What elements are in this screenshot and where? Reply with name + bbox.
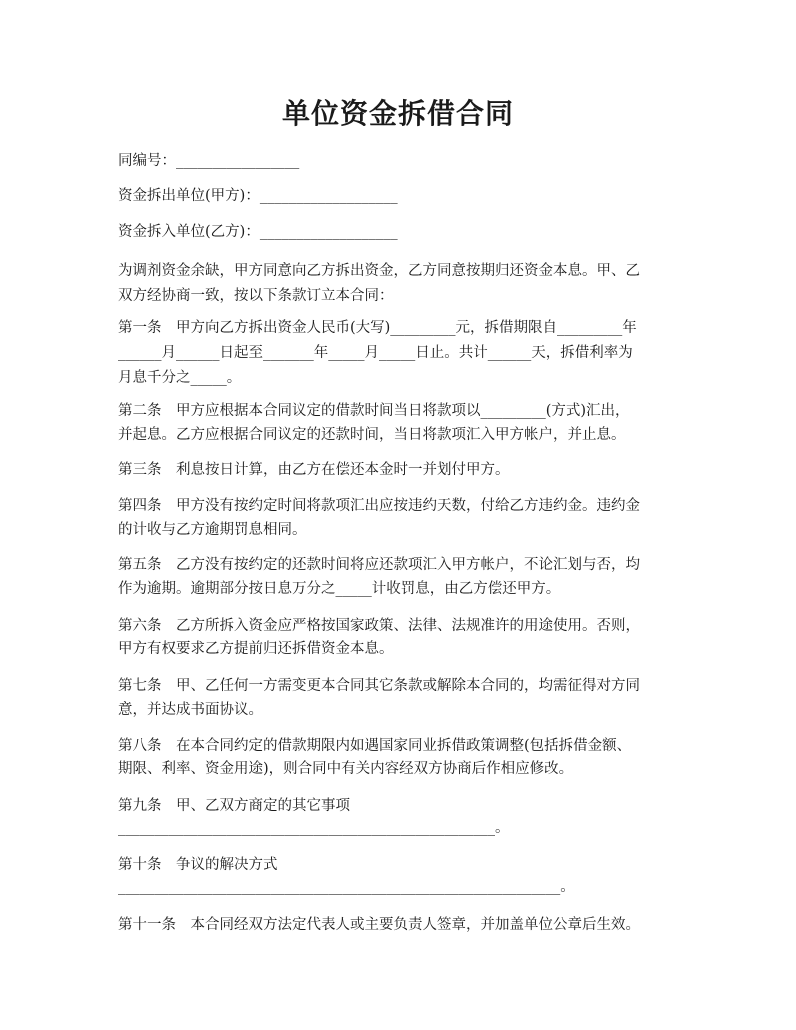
article-line: 期限、利率、资金用途)，则合同中有关内容经双方协商后作相应修改。 — [118, 761, 574, 777]
article-line: 第十条 争议的解决方式 — [118, 857, 278, 873]
article-line: ______月______日起至_______年_____月_____日止。共计______天，拆借利率为 — [118, 345, 633, 361]
article-line: 第八条 在本合同约定的借款期限内如遇国家同业拆借政策调整(包括拆借金额、 — [118, 738, 632, 754]
preamble-line: 双方经协商一致，按以下条款订立本合同： — [118, 288, 394, 304]
preamble-line: 为调剂资金余缺，甲方同意向乙方拆出资金，乙方同意按期归还资金本息。甲、乙 — [118, 263, 640, 279]
article-line: 第四条 甲方没有按约定时间将款项汇出应按违约天数，付给乙方违约金。违约金 — [118, 498, 640, 514]
article-line: 月息千分之_____。 — [118, 370, 242, 386]
article-line: 第三条 利息按日计算，由乙方在偿还本金时一并划付甲方。 — [118, 462, 510, 478]
article-line: 第九条 甲、乙双方商定的其它事项 — [118, 798, 350, 814]
article-blank-line: ____________________________________________________。 — [118, 820, 510, 836]
article-line: 第六条 乙方所拆入资金应严格按国家政策、法律、法规准许的用途使用。否则， — [118, 618, 640, 634]
article-line: 意，并达成书面协议。 — [118, 702, 263, 718]
article-line: 第七条 甲、乙任何一方需变更本合同其它条款或解除本合同的，均需征得对方同 — [118, 678, 640, 694]
article-line: 作为逾期。逾期部分按日息万分之_____计收罚息，由乙方偿还甲方。 — [118, 581, 561, 597]
article-line: 第十一条 本合同经双方法定代表人或主要负责人签章，并加盖单位公章后生效。 — [118, 917, 640, 933]
article-line: 第二条 甲方应根据本合同议定的借款时间当日将款项以_________(方式)汇出， — [118, 403, 630, 419]
contract-number-field: 同编号：_________________ — [118, 153, 300, 169]
article-line: 并起息。乙方应根据合同议定的还款时间，当日将款项汇入甲方帐户，并止息。 — [118, 427, 626, 443]
page-title: 单位资金拆借合同 — [281, 97, 514, 130]
article-line: 的计收与乙方逾期罚息相同。 — [118, 522, 307, 538]
article-blank-line: _____________________________________________________________。 — [118, 879, 575, 895]
article-line: 甲方有权要求乙方提前归还拆借资金本息。 — [118, 641, 394, 657]
lender-field: 资金拆出单位(甲方)：___________________ — [118, 188, 398, 204]
borrower-field: 资金拆入单位(乙方)：___________________ — [118, 224, 398, 240]
article-line: 第五条 乙方没有按约定的还款时间将应还款项汇入甲方帐户，不论汇划与否，均 — [118, 557, 640, 573]
article-line: 第一条 甲方向乙方拆出资金人民币(大写)_________元，拆借期限自_________年 — [118, 320, 637, 336]
